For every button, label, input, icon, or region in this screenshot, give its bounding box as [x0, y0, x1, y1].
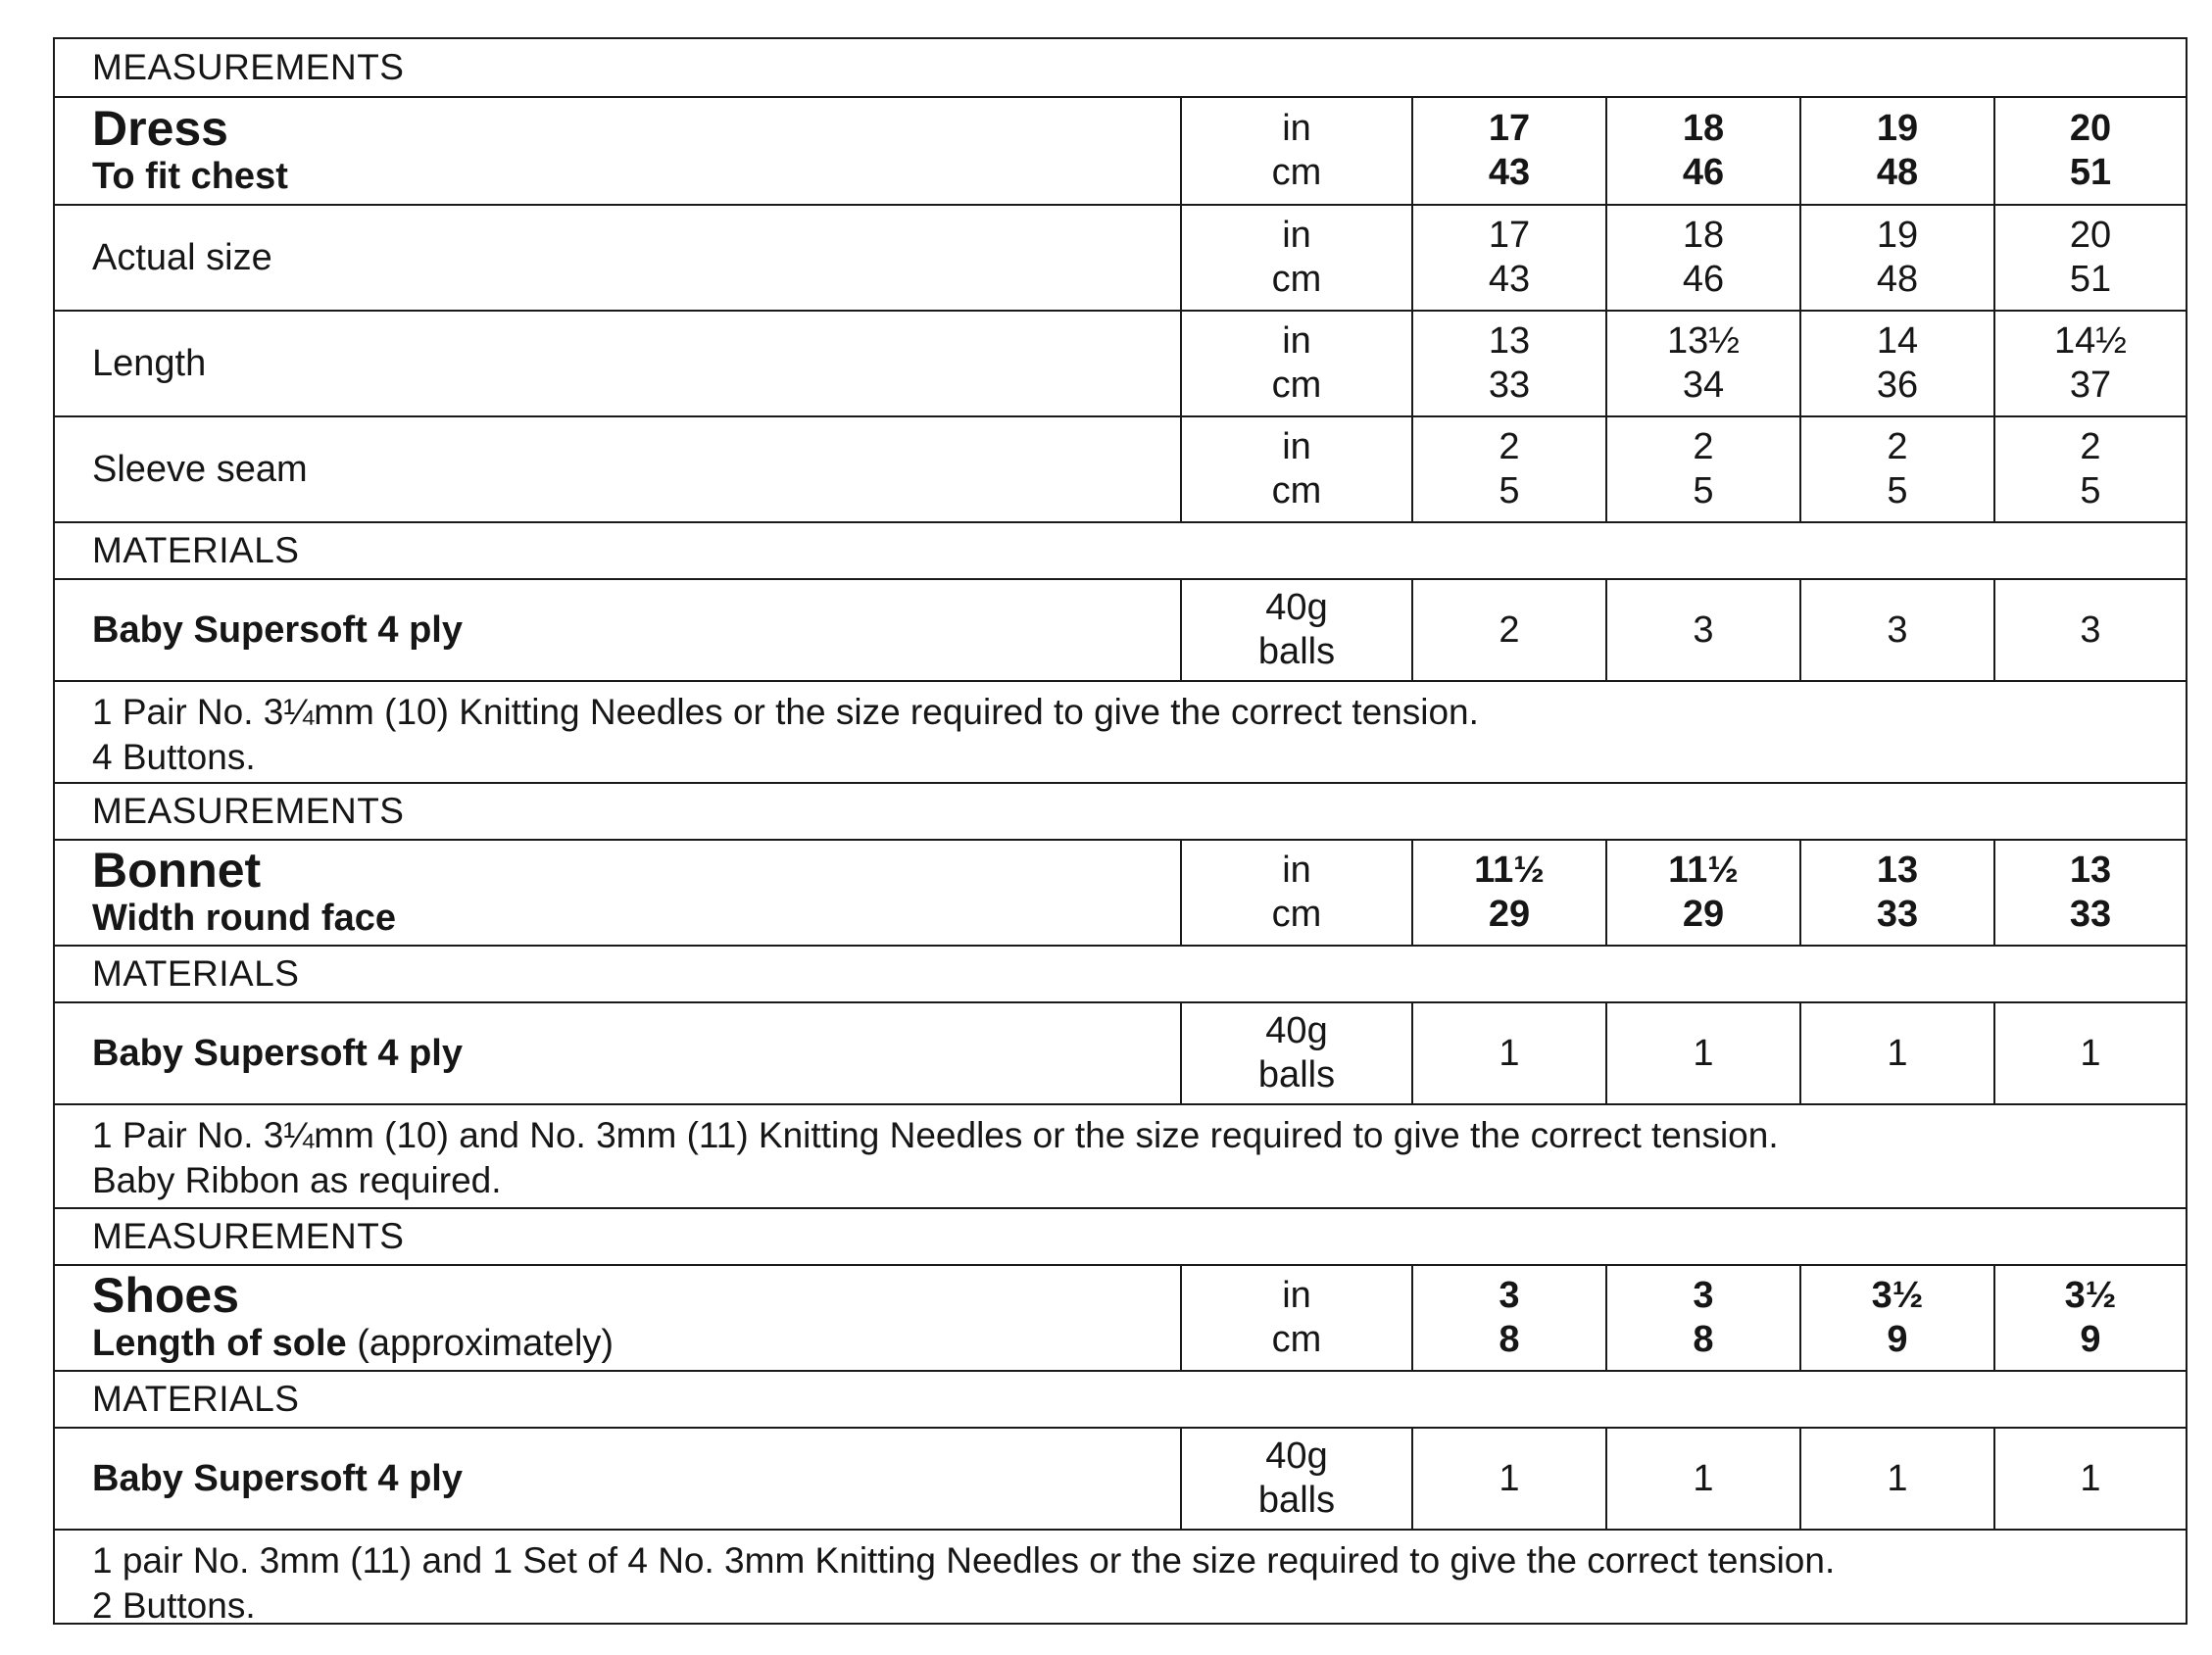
garment-title: Bonnet [92, 843, 262, 898]
row-label [55, 841, 1180, 945]
size-value: 3 8 [1605, 1266, 1799, 1370]
size-value: 14 36 [1799, 312, 1993, 415]
size-value: 13 33 [1993, 841, 2186, 945]
size-value: 20 51 [1993, 98, 2186, 204]
size-value: 17 43 [1411, 206, 1605, 310]
ball-count: 1 [1605, 1429, 1799, 1529]
ball-count: 1 [1411, 1003, 1605, 1103]
dress-length-row [55, 310, 2186, 415]
unit-cell: in cm [1180, 1266, 1411, 1370]
size-value: 14½ 37 [1993, 312, 2186, 415]
section-header-row [55, 782, 2186, 839]
unit-cell: in cm [1180, 206, 1411, 310]
size-value: 11½ 29 [1411, 841, 1605, 945]
ball-count: 2 [1411, 580, 1605, 680]
unit-cell: 40g balls [1180, 1429, 1411, 1529]
row-label: Sleeve seam [92, 448, 308, 490]
section-heading: MEASUREMENTS [92, 791, 405, 831]
knitting-pattern-table [53, 37, 2187, 1625]
size-value: 18 46 [1605, 206, 1799, 310]
measure-label: To fit chest [92, 156, 288, 197]
notes-text: 1 pair No. 3mm (11) and 1 Set of 4 No. 3mm Knitting Needles or the size required to give the correct tension. 2 Buttons. [92, 1540, 1836, 1626]
size-value: 2 5 [1605, 417, 1799, 521]
size-value: 2 5 [1993, 417, 2186, 521]
unit-cell: 40g balls [1180, 580, 1411, 680]
shoes-notes-row [55, 1529, 2186, 1626]
unit-cell: in cm [1180, 841, 1411, 945]
row-label: Length [92, 342, 207, 384]
notes-text: 1 Pair No. 3¼mm (10) and No. 3mm (11) Knitting Needles or the size required to give the correct tension. Baby Ribbon as required. [92, 1115, 1779, 1200]
garment-title: Shoes [92, 1268, 240, 1323]
unit-cell: in cm [1180, 98, 1411, 204]
ball-count: 3 [1993, 580, 2186, 680]
section-header-row [55, 1207, 2186, 1264]
dress-actual-row [55, 204, 2186, 310]
shoes-sole-row [55, 1264, 2186, 1370]
size-value: 3½ 9 [1799, 1266, 1993, 1370]
bonnet-notes-row [55, 1103, 2186, 1207]
unit-cell: in cm [1180, 312, 1411, 415]
size-value: 2 5 [1411, 417, 1605, 521]
section-heading: MATERIALS [92, 1379, 300, 1419]
unit-cell: 40g balls [1180, 1003, 1411, 1103]
shoes-yarn-row [55, 1427, 2186, 1529]
section-header-row [55, 521, 2186, 578]
bonnet-yarn-row [55, 1001, 2186, 1103]
ball-count: 1 [1993, 1003, 2186, 1103]
size-value: 18 46 [1605, 98, 1799, 204]
ball-count: 1 [1411, 1429, 1605, 1529]
garment-title: Dress [92, 101, 228, 156]
size-value: 20 51 [1993, 206, 2186, 310]
ball-count: 3 [1605, 580, 1799, 680]
section-heading: MEASUREMENTS [92, 47, 405, 87]
ball-count: 1 [1993, 1429, 2186, 1529]
unit-cell: in cm [1180, 417, 1411, 521]
row-label: Baby Supersoft 4 ply [92, 1457, 463, 1499]
dress-yarn-row [55, 578, 2186, 680]
size-value: 3½ 9 [1993, 1266, 2186, 1370]
dress-chest-row [55, 96, 2186, 204]
dress-sleeve-row [55, 415, 2186, 521]
measure-label: Length of sole (approximately) [92, 1323, 614, 1364]
size-value: 13 33 [1411, 312, 1605, 415]
section-heading: MATERIALS [92, 530, 300, 570]
bonnet-face-row [55, 839, 2186, 945]
ball-count: 1 [1605, 1003, 1799, 1103]
row-label: Baby Supersoft 4 ply [92, 1032, 463, 1074]
ball-count: 3 [1799, 580, 1993, 680]
notes-text: 1 Pair No. 3¼mm (10) Knitting Needles or the size required to give the correct tension. 4 Buttons. [92, 692, 1479, 777]
size-value: 19 48 [1799, 206, 1993, 310]
ball-count: 1 [1799, 1003, 1993, 1103]
row-label [55, 1266, 1180, 1370]
section-header-row [55, 39, 2186, 96]
section-heading: MATERIALS [92, 953, 300, 994]
ball-count: 1 [1799, 1429, 1993, 1529]
section-header-row [55, 945, 2186, 1001]
row-label: Actual size [92, 236, 272, 278]
section-heading: MEASUREMENTS [92, 1216, 405, 1256]
dress-notes-row [55, 680, 2186, 782]
row-label [55, 98, 1180, 204]
size-value: 2 5 [1799, 417, 1993, 521]
size-value: 19 48 [1799, 98, 1993, 204]
size-value: 11½ 29 [1605, 841, 1799, 945]
size-value: 13½ 34 [1605, 312, 1799, 415]
row-label: Baby Supersoft 4 ply [92, 608, 463, 651]
size-value: 3 8 [1411, 1266, 1605, 1370]
section-header-row [55, 1370, 2186, 1427]
size-value: 17 43 [1411, 98, 1605, 204]
size-value: 13 33 [1799, 841, 1993, 945]
measure-label: Width round face [92, 898, 396, 939]
